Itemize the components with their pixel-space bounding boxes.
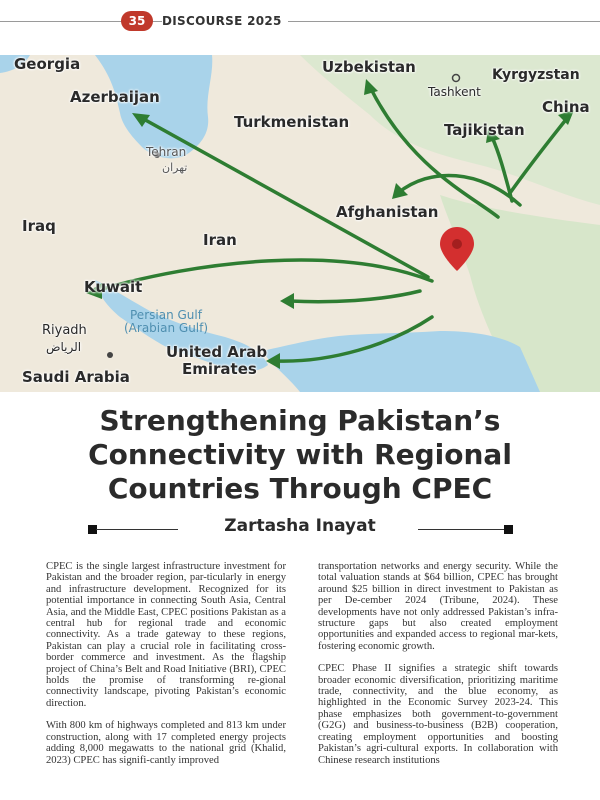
page-header xyxy=(0,0,600,44)
magazine-name: DISCOURSE 2025 xyxy=(162,12,288,30)
label-uzbekistan: Uzbekistan xyxy=(322,58,416,76)
label-afghanistan: Afghanistan xyxy=(336,203,439,221)
label-azerbaijan: Azerbaijan xyxy=(70,88,160,106)
label-iran: Iran xyxy=(203,231,237,249)
author-row xyxy=(80,516,520,540)
label-tehran-farsi: تهران xyxy=(162,161,188,174)
header-rule xyxy=(0,21,600,22)
paragraph: CPEC is the single largest infrastructure investment for Pakistan and the broader region, par-ticularly in energy and infrastructure development. Recognized for its potential importance in connecting South Asia, Central Asia, and the Middle East, CPEC positions Pakistan as a central hub for regional trade and economic connectivity. As a trade gateway to these regions, Pakistan can play a crucial role in facilitating cross-border commerce and investment. As the flagship project of China’s Belt and Road Initiative (BRI), CPEC holds the promise of transforming re-gional connectivity landscape, pivoting Pakistan’s economic direction. xyxy=(46,561,286,709)
label-kuwait: Kuwait xyxy=(84,278,143,296)
label-arabian-gulf: (Arabian Gulf) xyxy=(124,321,209,335)
label-riyadh: Riyadh xyxy=(42,323,87,338)
label-turkmenistan: Turkmenistan xyxy=(234,113,350,131)
divider-square-right xyxy=(504,525,513,534)
label-persian-gulf: Persian Gulf xyxy=(130,308,202,322)
caspian-sea xyxy=(95,55,212,158)
label-saudi-arabia: Saudi Arabia xyxy=(22,368,130,386)
arrow-iran-gulf xyxy=(290,291,420,302)
title-line-3: Countries Through CPEC xyxy=(107,472,493,505)
label-tajikistan: Tajikistan xyxy=(444,121,525,139)
arrow-azerbaijan xyxy=(140,117,428,277)
paragraph: transportation networks and energy security. While the total valuation stands at $64 billion, CPEC has brought around $25 billion in direct investment to Pakistan as per De-cember 2024 (Tribune, 2024). These developments have not only addressed Pakistan’s infra-structure gaps but also created employment opportunities and expanded access to regional mar-kets, fostering economic growth. xyxy=(318,561,558,652)
cpec-map xyxy=(0,55,600,392)
label-tashkent: Tashkent xyxy=(428,85,481,99)
article-title xyxy=(40,404,560,506)
column-left xyxy=(46,561,286,777)
paragraph: With 800 km of highways completed and 813 km under construction, along with 17 completed energy projects adding 8,000 megawatts to the national grid (Khalid, 2023) CPEC has signifi-cantly improved xyxy=(46,720,286,766)
article-body xyxy=(46,561,558,777)
label-uae-line1: United Arab xyxy=(166,343,268,361)
label-kyrgyzstan: Kyrgyzstan xyxy=(492,67,580,83)
page-number-badge: 35 xyxy=(121,11,153,31)
label-riyadh-arabic: الرياض xyxy=(46,340,82,354)
label-uae-line2: Emirates xyxy=(182,360,257,378)
title-line-2: Connectivity with Regional xyxy=(88,438,512,471)
label-tehran: Tehran xyxy=(146,145,187,159)
column-right xyxy=(318,561,558,777)
paragraph: CPEC Phase II signifies a strategic shift towards broader economic diversification, prioritizing maritime trade, connectivity, and the blue economy, as highlighted in the Economic Survey 2023-24. This phase emphasizes both government-to-government (G2G) and business-to-business (B2B) cooperation, creating employment opportunities and boosting Pakistan’s agri-cultural exports. In collaboration with Chinese research institutions xyxy=(318,663,558,766)
divider-line-right xyxy=(418,529,506,530)
city-dot-icon xyxy=(107,352,113,358)
author-name: Zartasha Inayat xyxy=(224,516,376,536)
label-iraq: Iraq xyxy=(22,217,56,235)
label-china: China xyxy=(542,98,590,116)
arrow-icon xyxy=(392,183,408,199)
arrow-icon xyxy=(280,293,294,309)
title-line-1: Strengthening Pakistan’s xyxy=(99,404,501,437)
label-georgia: Georgia xyxy=(14,55,81,73)
arrow-kuwait xyxy=(95,260,432,291)
